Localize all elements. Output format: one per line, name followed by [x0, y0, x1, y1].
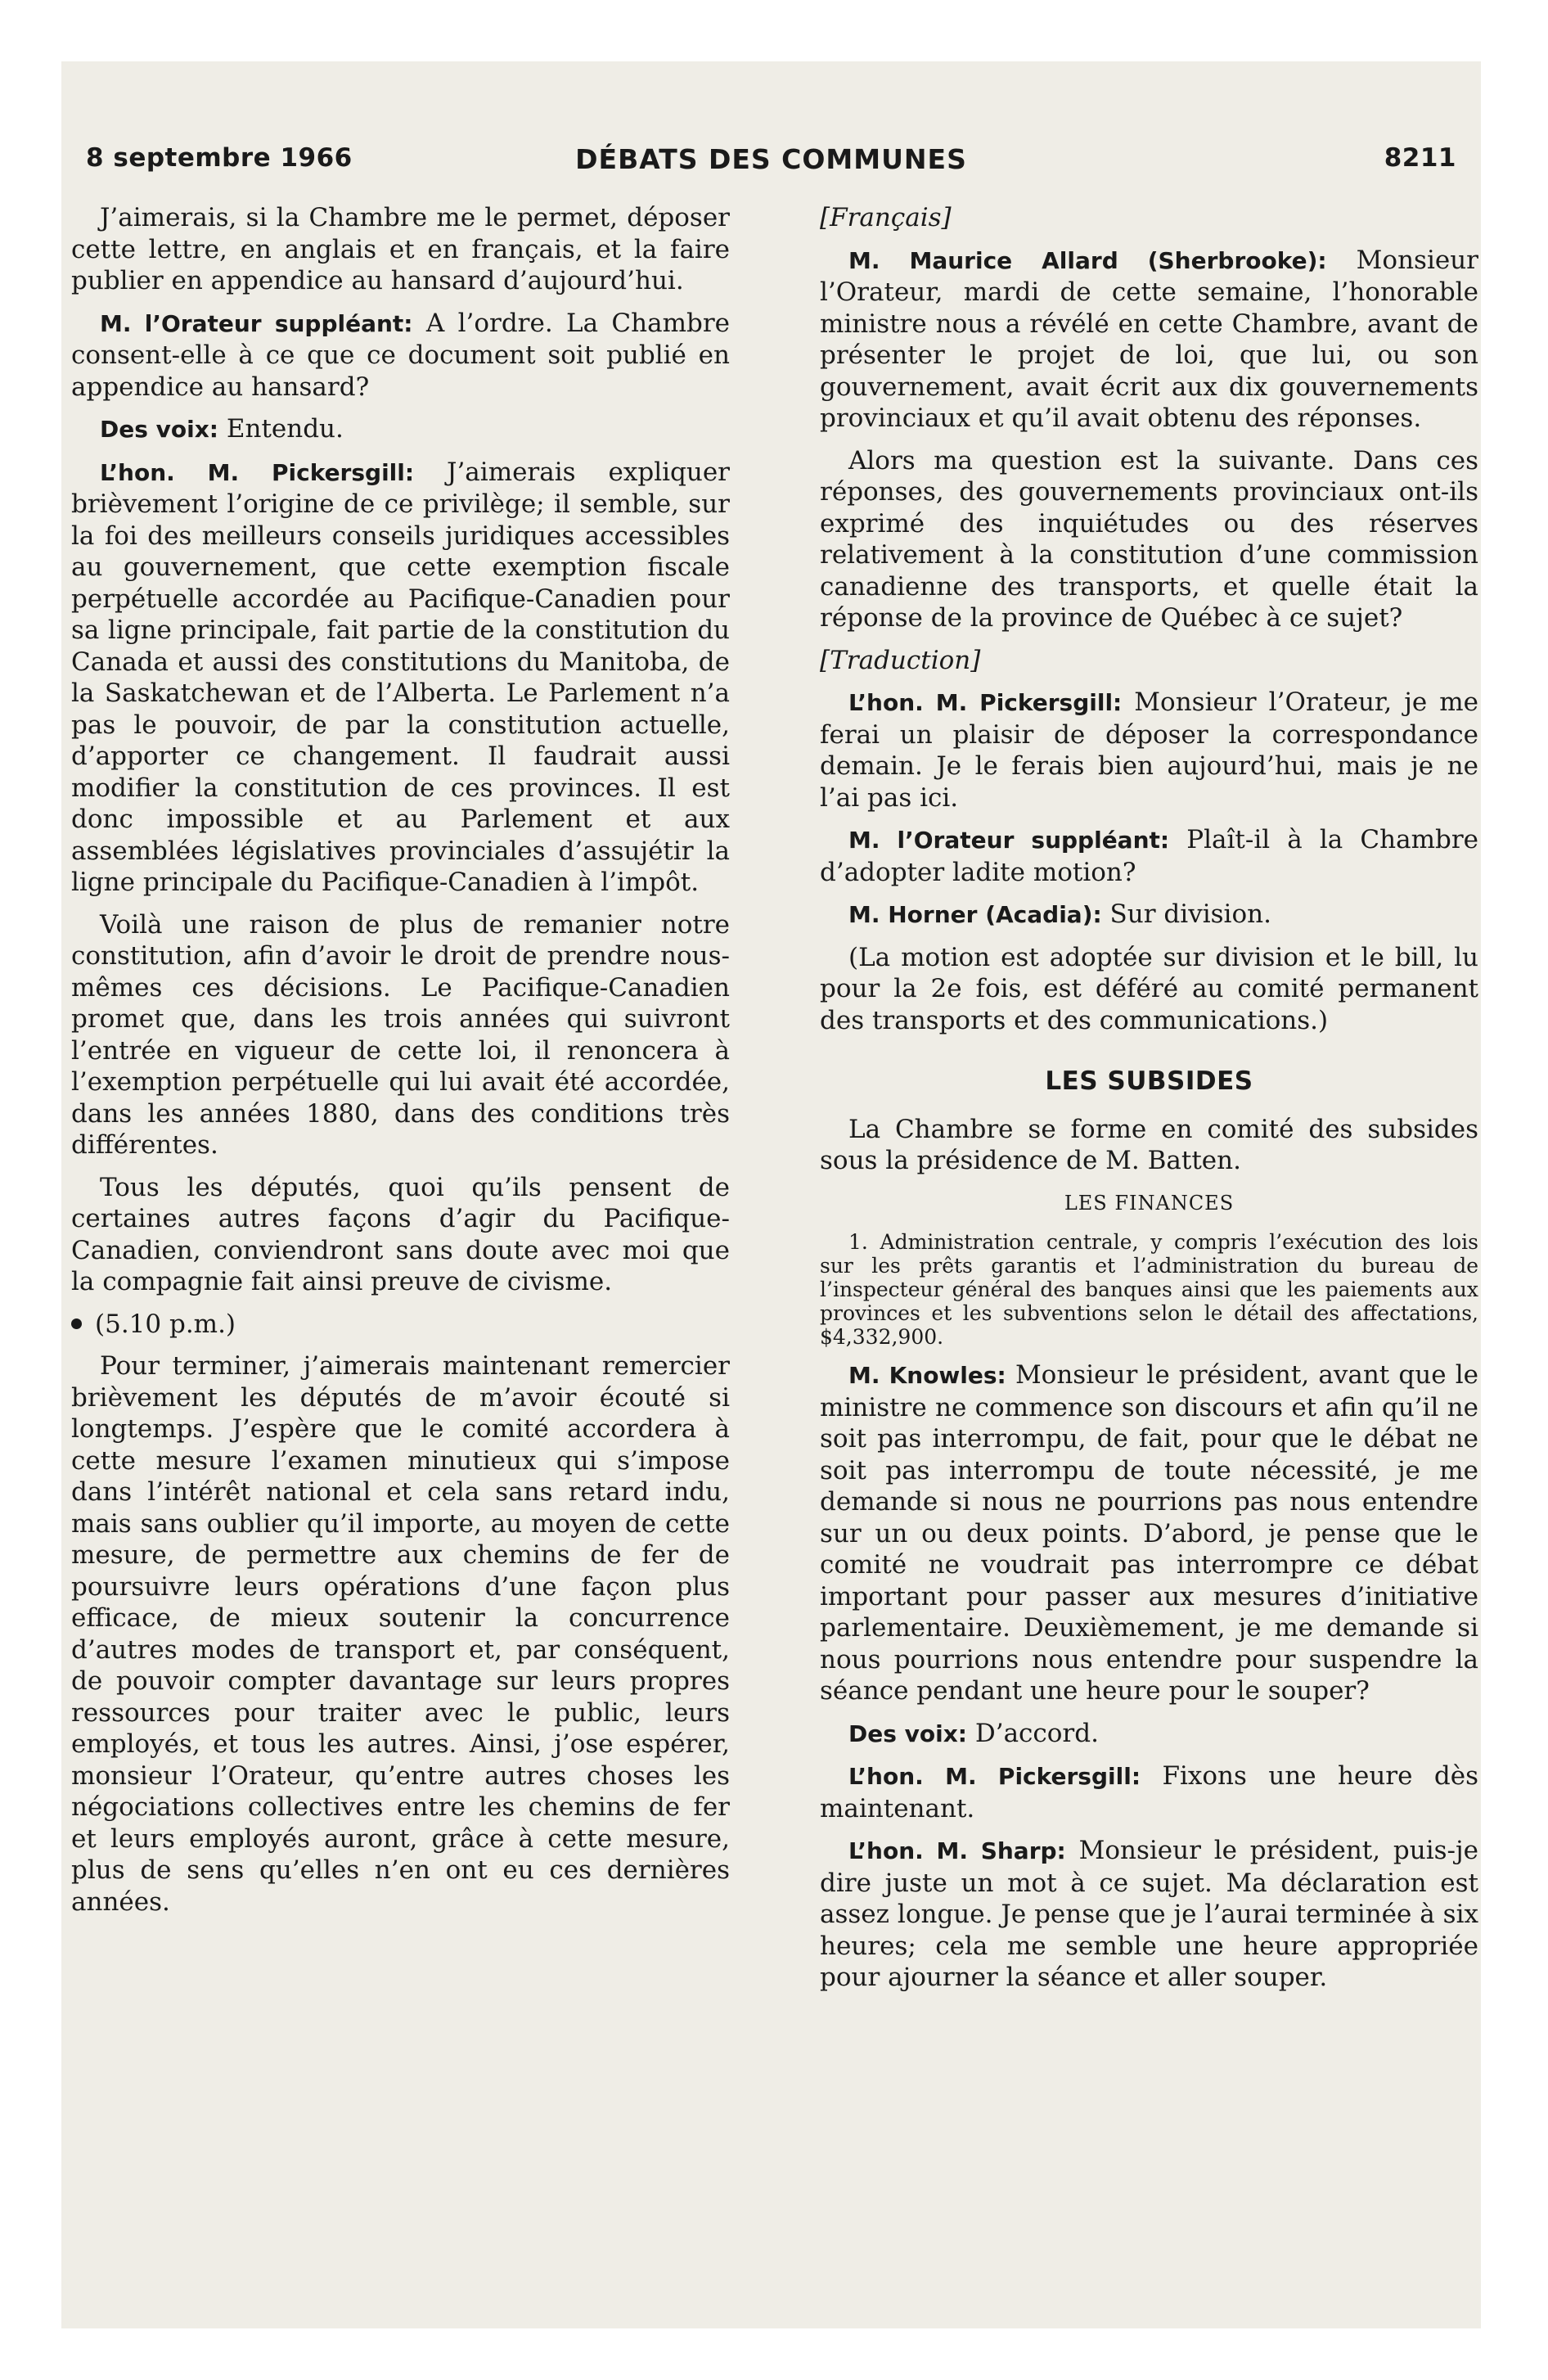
language-tag: [Français]	[820, 203, 952, 232]
speaker-name: Des voix:	[848, 1720, 967, 1747]
language-tag: [Traduction]	[820, 645, 981, 675]
paragraph: La Chambre se forme en comité des subsides sous la présidence de M. Batten.	[820, 1114, 1478, 1175]
paragraph	[820, 245, 1478, 435]
paragraph	[820, 1718, 1478, 1751]
timestamp-text: (5.10 p.m.)	[95, 1309, 236, 1339]
paragraph	[820, 899, 1478, 931]
paragraph	[820, 824, 1478, 888]
header-date: 8 septembre 1966	[86, 143, 353, 173]
paragraph	[71, 308, 730, 403]
section-title: LES SUBSIDES	[1045, 1066, 1253, 1096]
speaker-name: L’hon. M. Pickersgill:	[848, 689, 1123, 716]
paragraph	[820, 1835, 1478, 1994]
right-column	[820, 202, 1478, 2004]
paragraph: Pour terminer, j’aimerais maintenant remercier brièvement les députés de m’avoir écouté si longtemps. J’espère que le comité accordera à cette mesure l’examen minutieux qui s’impose dans l’intérêt national et cela sans retard indu, mais sans oublier qu’il importe, au moyen de cette mesure, de permettre aux chemins de fer de poursuivre leurs opérations d’une façon plus efficace, de mieux soutenir la concurrence d’autres modes de transport et, par conséquent, de pouvoir compter davantage sur leurs propres ressources pour traiter avec le public, leurs employés, et tous les autres. Ainsi, j’ose espérer, monsieur l’Orateur, qu’entre autres choses les négociations collectives entre les chemins de fer et leurs employés auront, grâce à cette mesure, plus de sens qu’elles n’en ont eu ces dernières années.	[71, 1351, 730, 1917]
paragraph	[820, 687, 1478, 814]
subsection-title: LES FINANCES	[1064, 1191, 1235, 1215]
speech-text: A l’ordre. La Chambre consent-elle à ce que ce document soit publié en appendice au hansard?	[71, 308, 730, 402]
paragraph	[820, 1359, 1478, 1707]
speaker-name: L’hon. M. Pickersgill:	[100, 458, 415, 486]
header-title: DÉBATS DES COMMUNES	[575, 143, 967, 175]
paragraph: Voilà une raison de plus de remanier notre constitution, afin d’avoir le droit de prendre nous-mêmes ces décisions. Le Pacifique-Canadien promet que, dans les trois années qui suivront l’entrée en vigueur de cette loi, il renoncera à l’exemption perpétuelle qui lui avait été accordée, dans les années 1880, dans des conditions très différentes.	[71, 909, 730, 1160]
speech-text: Monsieur le président, avant que le ministre ne commence son discours et afin qu’il ne soit pas interrompu, de fait, pour que le débat ne soit pas interrompu de toute nécessité, je me demande si nous ne pourrions pas nous entendre sur un ou deux points. D’abord, je pense que le comité ne voudrait pas interrompre ce débat important pour passer aux mesures d’initiative parlementaire. Deuxièmement, je me demande si nous pourrions nous entendre pour suspendre la séance pendant une heure pour le souper?	[820, 1360, 1479, 1706]
estimate-item: 1. Administration centrale, y compris l’exécution des lois sur les prêts garantis et l’administration du bureau de l’inspecteur général des banques ainsi que les paiements aux provinces et les subventions selon le détail des affectations, $4,332,900.	[820, 1230, 1478, 1349]
bullet-icon	[71, 1318, 82, 1329]
page-number: 8211	[1384, 143, 1456, 173]
speaker-name: M. l’Orateur suppléant:	[100, 309, 413, 337]
speaker-name: M. Knowles:	[848, 1362, 1006, 1389]
paragraph	[71, 457, 730, 899]
speech-text: J’aimerais expliquer brièvement l’origine de ce privilège; il semble, sur la foi des meilleurs conseils juridiques accessibles au gouvernement, que cette exemption fiscale perpétuelle accordée au Pacifique-Canadien pour sa ligne principale, fait partie de la constitution du Canada et aussi des constitutions du Manitoba, de la Saskatchewan et de l’Alberta. Le Parlement n’a pas le pouvoir, de par la constitution actuelle, d’apporter ce changement. Il faudrait aussi modifier la constitution de ces provinces. Il est donc impossible et au Parlement et aux assemblées législatives provinciales d’assujétir la ligne principale du Pacifique-Canadien à l’impôt.	[71, 457, 730, 897]
speech-text: Sur division.	[1101, 899, 1271, 929]
paragraph: Tous les députés, quoi qu’ils pensent de certaines autres façons d’agir du Pacifique-Canadien, conviendront sans doute avec moi que la compagnie fait ainsi preuve de civisme.	[71, 1172, 730, 1296]
speaker-name: M. l’Orateur suppléant:	[848, 827, 1170, 854]
paragraph: J’aimerais, si la Chambre me le permet, déposer cette lettre, en anglais et en français, et la faire publier en appendice au hansard d’aujourd’hui.	[71, 203, 730, 295]
speech-text: D’accord.	[967, 1718, 1099, 1748]
speech-text: Entendu.	[218, 414, 344, 444]
paragraph	[71, 413, 730, 446]
left-column	[71, 202, 730, 1928]
speaker-name: M. Maurice Allard (Sherbrooke):	[848, 246, 1327, 274]
page-header	[74, 143, 1469, 184]
speech-text: Plaît-il à la Chambre d’adopter ladite motion?	[820, 825, 1478, 887]
speaker-name: L’hon. M. Sharp:	[848, 1837, 1066, 1864]
timestamp	[71, 1309, 730, 1341]
speech-text: Monsieur le président, puis-je dire juste un mot à ce sujet. Ma déclaration est assez longue. Je pense que je l’aurai terminée à six heures; cela me semble une heure appropriée pour ajourner la séance et aller souper.	[820, 1836, 1478, 1992]
speaker-name: Des voix:	[100, 416, 218, 443]
paragraph: Alors ma question est la suivante. Dans ces réponses, des gouvernements provinciaux ont-ils exprimé des inquiétudes ou des réserves relativement à la constitution d’une commission canadienne des transports, et quelle était la réponse de la province de Québec à ce sujet?	[820, 445, 1478, 633]
paragraph: (La motion est adoptée sur division et le bill, lu pour la 2e fois, est déféré au comité permanent des transports et des communications.)	[820, 942, 1478, 1035]
speech-text: Fixons une heure dès maintenant.	[820, 1761, 1478, 1823]
speech-text: Monsieur l’Orateur, mardi de cette semaine, l’honorable ministre nous a révélé en cette Chambre, avant de présenter le projet de loi, que lui, ou son gouvernement, avait écrit aux dix gouvernements provinciaux et qu’il avait obtenu des réponses.	[820, 245, 1478, 433]
speech-text: Monsieur l’Orateur, je me ferai un plaisir de déposer la correspondance demain. Je le ferais bien aujourd’hui, mais je ne l’ai pas ici.	[820, 687, 1478, 813]
document-page	[61, 61, 1481, 2328]
paragraph	[820, 1760, 1478, 1824]
speaker-name: M. Horner (Acadia):	[848, 901, 1102, 928]
speaker-name: L’hon. M. Pickersgill:	[848, 1763, 1141, 1790]
